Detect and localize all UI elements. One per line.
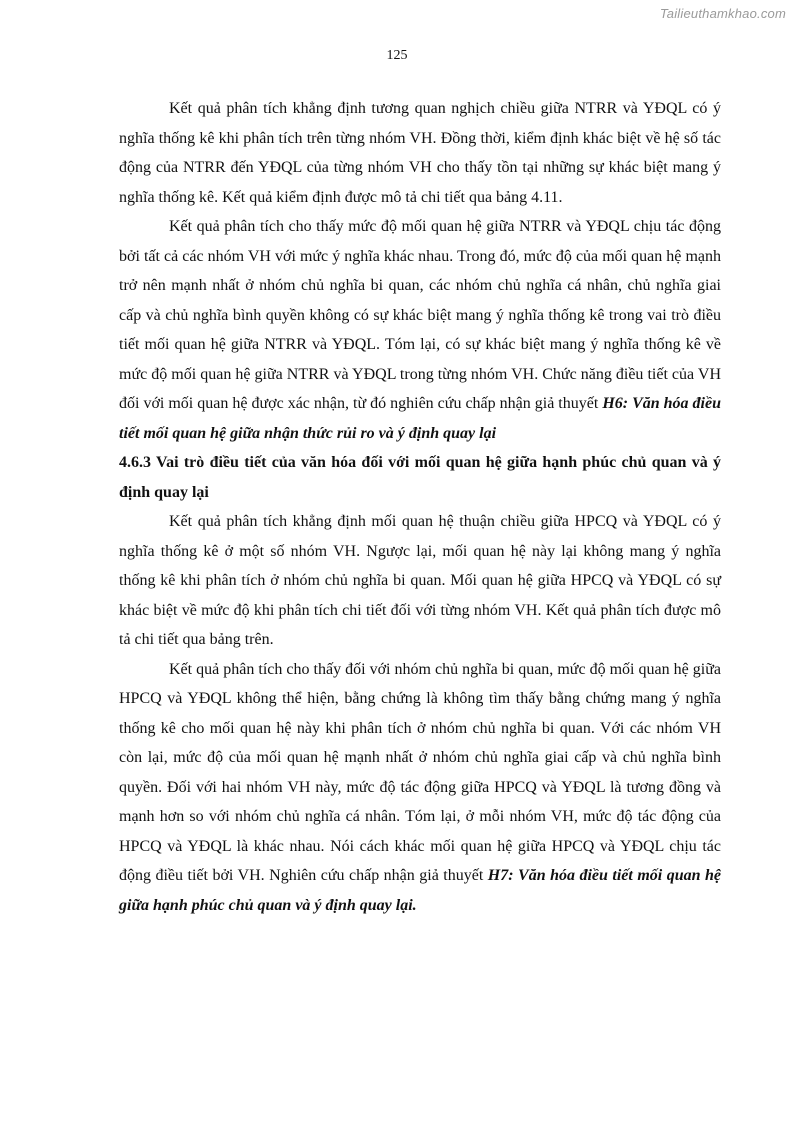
paragraph-2-text: Kết quả phân tích cho thấy mức độ mối quan hệ giữa NTRR và YĐQL chịu tác động bởi tất cả các nhóm VH với mức ý nghĩa khác nhau. Trong đó, mức độ của mối quan hệ mạnh trở nên mạnh nhất ở nhóm chủ nghĩa bi quan, các nhóm chủ nghĩa cá nhân, chủ nghĩa giai cấp và chủ nghĩa bình quyền không có sự khác biệt mang ý nghĩa thống kê trong vai trò điều tiết mối quan hệ giữa NTRR và YĐQL. Tóm lại, có sự khác biệt mang ý nghĩa thống kê về mức độ mối quan hệ giữa NTRR và YĐQL trong từng nhóm VH. Chức năng điều tiết của VH đối với mối quan hệ được xác nhận, từ đó nghiên cứu chấp nhận giả thuyết [119,218,721,412]
paragraph-2 [119,212,721,448]
paragraph-4 [119,655,721,921]
hypothesis-h6: H6: Văn hóa điều tiết mối quan hệ giữa nhận thức rủi ro và ý định quay lại [119,395,722,442]
section-heading: 4.6.3 Vai trò điều tiết của văn hóa đối với mối quan hệ giữa hạnh phúc chủ quan và ý định quay lại [119,454,721,501]
watermark: Tailieuthamkhao.com [659,6,786,21]
hypothesis-h7: H7: Văn hóa điều tiết mối quan hệ giữa hạnh phúc chủ quan và ý định quay lại. [119,867,721,914]
paragraph-3: Kết quả phân tích khẳng định mối quan hệ thuận chiều giữa HPCQ và YĐQL có ý nghĩa thống kê ở một số nhóm VH. Ngược lại, mối quan hệ này lại không mang ý nghĩa thống kê khi phân tích ở nhóm chủ nghĩa bi quan. Mối quan hệ giữa HPCQ và YĐQL có sự khác biệt về mức độ khi phân tích chi tiết đối với từng nhóm VH. Kết quả phân tích được mô tả chi tiết qua bảng trên. [119,513,721,648]
paragraph-4-text: Kết quả phân tích cho thấy đối với nhóm chủ nghĩa bi quan, mức độ mối quan hệ giữa HPCQ và YĐQL không thể hiện, bằng chứng là không tìm thấy bằng chứng mang ý nghĩa thống kê cho mối quan hệ này khi phân tích ở nhóm chủ nghĩa bi quan. Với các nhóm VH còn lại, mức độ của mối quan hệ mạnh nhất ở nhóm chủ nghĩa giai cấp và chủ nghĩa bình quyền. Đối với hai nhóm VH này, mức độ tác động giữa HPCQ và YĐQL là tương đồng và mạnh hơn so với nhóm chủ nghĩa cá nhân. Tóm lại, ở mỗi nhóm VH, mức độ tác động của HPCQ và YĐQL là khác nhau. Nói cách khác mối quan hệ giữa HPCQ và YĐQL chịu tác động điều tiết bởi VH. Nghiên cứu chấp nhận giả thuyết [119,660,721,884]
document-body [119,94,721,920]
page-number: 125 [386,48,408,63]
paragraph-1: Kết quả phân tích khẳng định tương quan nghịch chiều giữa NTRR và YĐQL có ý nghĩa thống kê khi phân tích trên từng nhóm VH. Đồng thời, kiểm định khác biệt về hệ số tác động của NTRR đến YĐQL của từng nhóm VH cho thấy tồn tại những sự khác biệt mang ý nghĩa thống kê. Kết quả kiểm định được mô tả chi tiết qua bảng 4.11. [119,100,721,206]
